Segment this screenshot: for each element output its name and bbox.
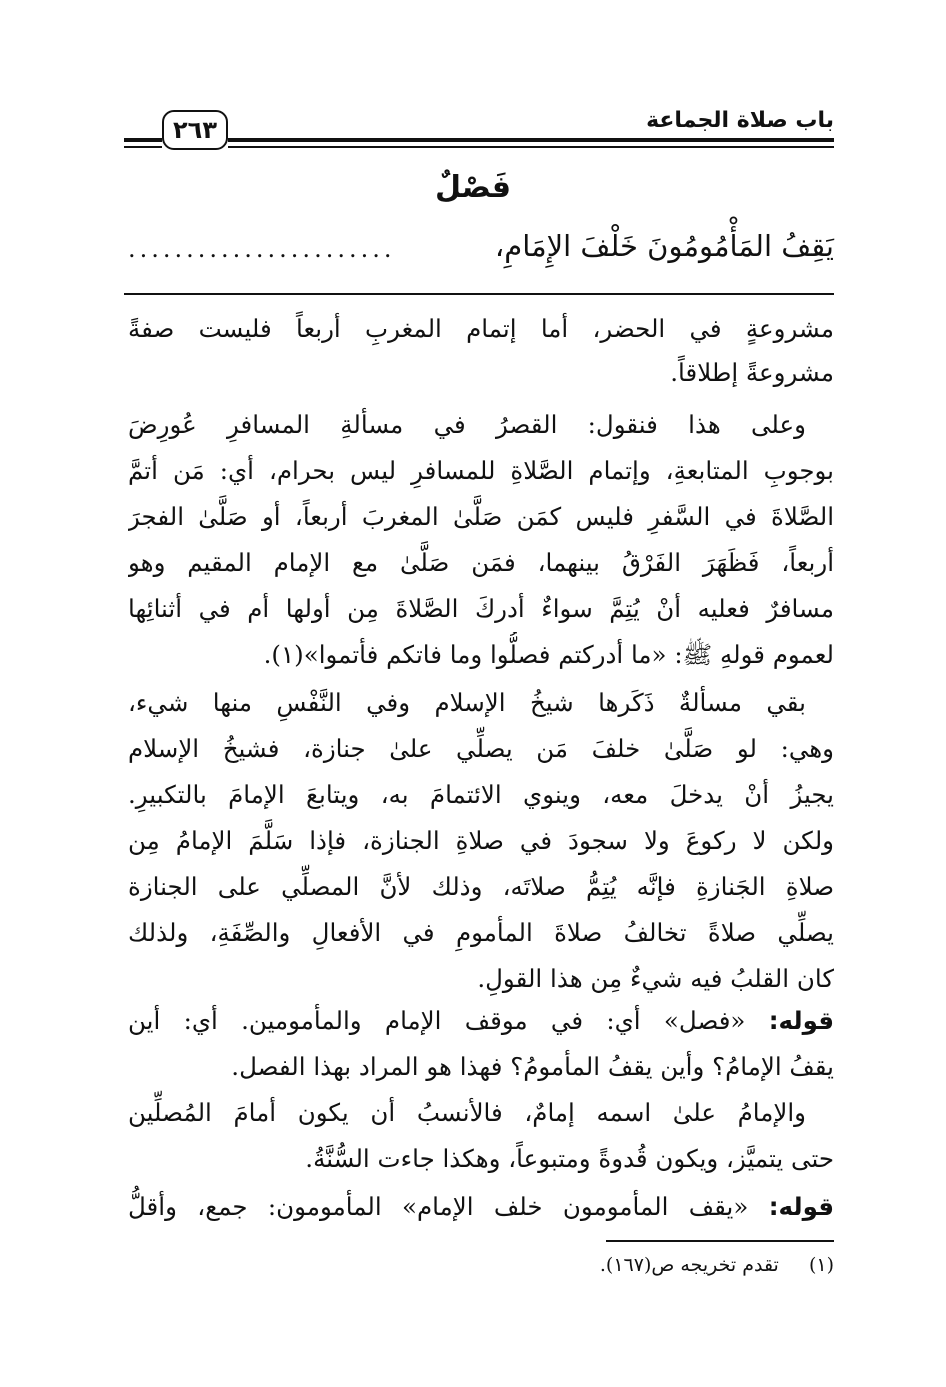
body-line-qawluhu xyxy=(128,1184,834,1230)
body-line: ولكن لا ركوعَ ولا سجودَ في صلاةِ الجنازة، فإذا سَلَّمَ الإمامُ مِن xyxy=(128,826,834,855)
body-line: بوجوبِ المتابعةِ، وإتمام الصَّلاةِ للمسافرِ ليس بحرام، أي: مَن أتمَّ xyxy=(128,456,834,485)
body-line: وهي: لو صَلَّىٰ خلفَ مَن يصلِّي علىٰ جنازة، فشيخُ الإسلام xyxy=(128,734,834,763)
body-line: يصلِّي صلاةً تخالفُ صلاةَ المأمومِ في الأفعالِ والصِّفَةِ، ولذلك xyxy=(128,918,834,947)
page-number: ٢٦٣ xyxy=(162,110,228,150)
body-line: الصَّلاةَ في السَّفرِ فليس كمَن صَلَّىٰ المغربَ أربعاً، أو صَلَّىٰ الفجرَ xyxy=(128,502,834,531)
body-line: لعموم قولهِ ﷺ: «ما أدركتم فصلُّوا وما فاتكم فأتموا»(١). xyxy=(263,640,834,669)
matn-separator-rule xyxy=(124,293,834,295)
matn-line xyxy=(128,226,834,266)
header-rule-left-thick xyxy=(124,138,162,142)
matn-text: يَقِفُ المَأْمُومُونَ خَلْفَ الإِمَامِ، xyxy=(494,229,834,263)
body-text: «يقف المأمومون خلف الإمام» المأمومون: جمع، وأقلُّ xyxy=(128,1192,749,1221)
header-rule-right-thick xyxy=(228,138,834,142)
footnote-number: (١) xyxy=(808,1254,834,1276)
qawluhu-label: قوله: xyxy=(768,1192,834,1221)
body-line: يجيزُ أنْ يدخلَ معه، وينوي الائتمامَ به، ويتابعَ الإمامَ بالتكبيرِ. xyxy=(128,780,834,809)
body-line: كان القلبُ فيه شيءٌ مِن هذا القولِ. xyxy=(477,964,834,993)
body-line: والإمامُ علىٰ اسمه إمامٌ، فالأنسبُ أن يكون أمامَ المُصلِّين xyxy=(128,1098,806,1127)
body-line: يقفُ الإمامُ؟ وأين يقفُ المأمومُ؟ فهذا هو المراد بهذا الفصل. xyxy=(231,1052,834,1081)
footnote xyxy=(600,1254,834,1276)
header-rule-right-thin xyxy=(228,146,834,148)
qawluhu-label: قوله: xyxy=(768,1006,834,1035)
body-line: مسافرٌ فعليه أنْ يُتِمَّ سواءٌ أدركَ الصَّلاةَ مِن أولها أم في أثنائِها xyxy=(128,594,834,623)
chapter-running-title: باب صلاة الجماعة xyxy=(646,108,834,133)
body-line: مشروعةً إطلاقاً. xyxy=(670,358,834,387)
body-line: بقي مسألةٌ ذَكَرها شيخُ الإسلام وفي النَّفْسِ منها شيء، xyxy=(128,688,806,717)
body-line: صلاةِ الجَنازةِ فإنَّه يُتِمُّ صلاتَه، وذلك لأنَّ المصلِّي على الجنازة xyxy=(128,872,834,901)
section-heading: فَصْلٌ xyxy=(435,170,511,205)
body-line: أربعاً، فَظَهَرَ الفَرْقُ بينهما، فمَن صَلَّىٰ مع الإمام المقيم وهو xyxy=(128,548,834,577)
body-line: وعلى هذا فنقول: القصرُ في مسألةِ المسافرِ عُورِضَ xyxy=(128,410,806,439)
footnote-text: تقدم تخريجه ص(١٦٧). xyxy=(599,1254,779,1276)
body-line: مشروعةٍ في الحضر، أما إتمام المغربِ أربعاً فليست صفةً xyxy=(128,314,834,343)
body-line: حتى يتميَّز، ويكون قُدوةً ومتبوعاً، وهكذا جاءت السُّنَّةُ. xyxy=(305,1144,834,1173)
body-text: «فصل» أي: في موقف الإمام والمأمومين. أي: أين xyxy=(128,1006,746,1035)
footnote-separator xyxy=(606,1240,834,1242)
matn-dots: ....................... xyxy=(128,235,396,263)
header-rule-left-thin xyxy=(124,146,162,148)
body-line-qawluhu xyxy=(128,998,834,1044)
